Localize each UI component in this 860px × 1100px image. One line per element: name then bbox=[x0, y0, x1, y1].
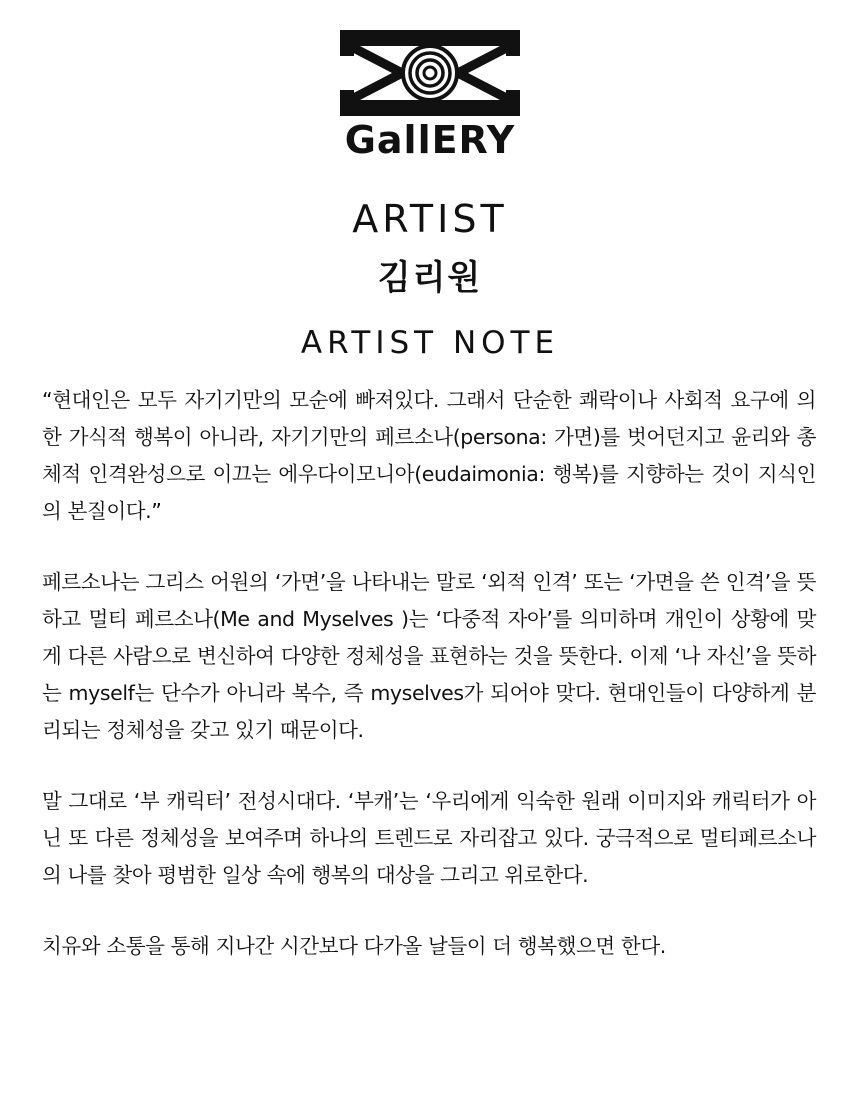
note-paragraph-3: 말 그대로 ‘부 캐릭터’ 전성시대다. ‘부캐’는 ‘우리에게 익숙한 원래 이미지와 캐릭터가 아닌 또 다른 정체성을 보여주며 하나의 트렌드로 자리잡고 있다. 궁극적으로 멀티페르소나의 나를 찾아 평범한 일상 속에 행복의 대상을 그리고 위로한다. bbox=[42, 789, 816, 887]
note-paragraph-1: “현대인은 모두 자기기만의 모순에 빠져있다. 그래서 단순한 쾌락이나 사회적 요구에 의한 가식적 행복이 아니라, 자기기만의 페르소나(persona: 가면)를 벗어던지고 윤리와 총체적 인격완성으로 이끄는 에우다이모니아(eudaimonia: 행복)를 지향하는 것이 지식인의 본질이다.” bbox=[42, 388, 816, 523]
gallery-logo bbox=[340, 30, 520, 175]
artist-note-heading: ARTIST NOTE bbox=[300, 325, 560, 361]
note-paragraph-2: 페르소나는 그리스 어원의 ‘가면’을 나타내는 말로 ‘외적 인격’ 또는 ‘가면을 쓴 인격’을 뜻하고 멀티 페르소나(Me and Myselves )는 ‘다중적 자아’를 의미하며 개인이 상황에 맞게 다른 사람으로 변신하여 다양한 정체성을 표현하는 것을 뜻한다. 이제 ‘나 자신’을 뜻하는 myself는 단수가 아니라 복수, 즉 myselves가 되어야 맞다. 현대인들이 다양하게 분리되는 정체성을 갖고 있기 때문이다. bbox=[42, 570, 816, 742]
artist-heading: ARTIST bbox=[352, 197, 508, 241]
gallery-wordmark: GallERY bbox=[344, 118, 516, 162]
note-paragraph-4: 치유와 소통을 통해 지나간 시간보다 다가올 날들이 더 행복했으면 한다. bbox=[42, 934, 666, 958]
artist-note-body bbox=[42, 382, 816, 999]
artist-name: 김리원 bbox=[377, 258, 483, 298]
